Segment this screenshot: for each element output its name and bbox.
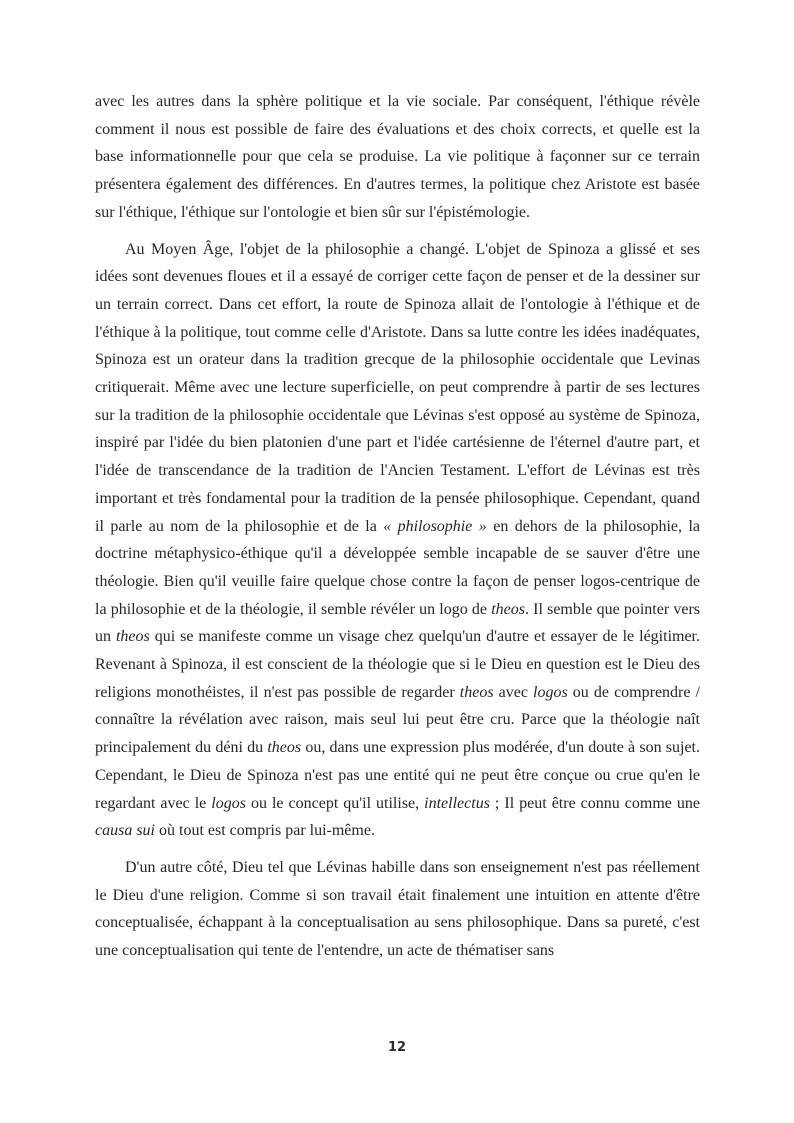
paragraph-3 — [95, 854, 700, 965]
paragraph-1 — [95, 88, 700, 227]
text-run: où tout est compris par lui-même. — [155, 822, 375, 840]
text-run: ; Il peut être connu comme une — [489, 794, 700, 812]
italic-term: theos — [459, 683, 494, 701]
text-run: ou, dans une expression plus modérée, d'un doute à son sujet. Cependant, le Dieu de Spinoza n'est pas une entité qui ne peut être conçue ou crue qu'en le regardant avec le — [95, 739, 700, 812]
text-run: en dehors de la philosophie, la doctrine métaphysico-éthique qu'il a développée semble incapable de se sauver d'être une théologie. Bien qu'il veuille faire quelque chose contre la façon de penser logos-centrique de la philosophie et de la théologie, il semble révéler un logo de — [95, 517, 700, 618]
italic-term: intellectus — [424, 794, 490, 812]
page-number: 12 — [387, 1040, 407, 1055]
italic-term: causa sui — [95, 822, 155, 840]
italic-term: « philosophie » — [383, 517, 487, 535]
text-run: avec — [493, 683, 534, 701]
text-run: qui se manifeste comme un visage chez quelqu'un d'autre et essayer de le légitimer. Revenant à Spinoza, il est conscient de la théologie que si le Dieu en question est le Dieu des religions monothéistes, il n'est pas possible de regarder — [95, 628, 700, 701]
italic-term: theos — [267, 739, 302, 757]
text-run: avec les autres dans la sphère politique et la vie sociale. Par conséquent, l'éthique révèle comment il nous est possible de faire des évaluations et des choix corrects, et quelle est la base informationnelle pour que cela se produise. La vie politique à façonner sur ce terrain présentera également des différences. En d'autres termes, la politique chez Aristote est basée sur l'éthique, l'éthique sur l'ontologie et bien sûr sur l'épistémologie. — [95, 93, 700, 221]
text-run: . Il semble que pointer vers un — [95, 600, 701, 646]
text-run: ou le concept qu'il utilise, — [245, 794, 425, 812]
italic-term: theos — [491, 600, 525, 618]
text-run: D'un autre côté, Dieu tel que Lévinas habille dans son enseignement n'est pas réellement le Dieu d'une religion. Comme si son travail était finalement une intuition en attente d'être conceptualisée, échappant à la conceptualisation au sens philosophique. Dans sa pureté, c'est une conceptualisation qui tente de l'entendre, un acte de thématiser sans — [95, 858, 700, 960]
text-run: Au Moyen Âge, l'objet de la philosophie a changé. L'objet de Spinoza a glissé et ses idées sont devenues floues et il a essayé de corriger cette façon de penser et de la dessiner sur un terrain correct. Dans cet effort, la route de Spinoza allait de l'ontologie à l'éthique et de l'éthique à la politique, tout comme celle d'Aristote. Dans sa lutte contre les idées inadéquates, Spinoza est un orateur dans la tradition grecque de la philosophie occidentale que Levinas critiquerait. Même avec une lecture superficielle, on peut comprendre à partir de ses lectures sur la tradition de la philosophie occidentale que Lévinas s'est opposé au système de Spinoza, inspiré par l'idée du bien platonien d'une part et l'idée cartésienne de l'éternel d'autre part, et l'idée de transcendance de la tradition de l'Ancien Testament. L'effort de Lévinas est très important et très fondamental pour la tradition de la pensée philosophique. Cependant, quand il parle au nom de la philosophie et de la — [95, 240, 700, 535]
italic-term: logos — [211, 794, 246, 812]
paragraph-2 — [95, 236, 700, 845]
italic-term: theos — [115, 628, 150, 646]
text-run: ou de comprendre / connaître la révélation avec raison, mais seul lui peut être cru. Parce que la théologie naît principalement du déni du — [95, 683, 700, 757]
italic-term: logos — [533, 683, 568, 701]
page-body — [95, 88, 700, 974]
